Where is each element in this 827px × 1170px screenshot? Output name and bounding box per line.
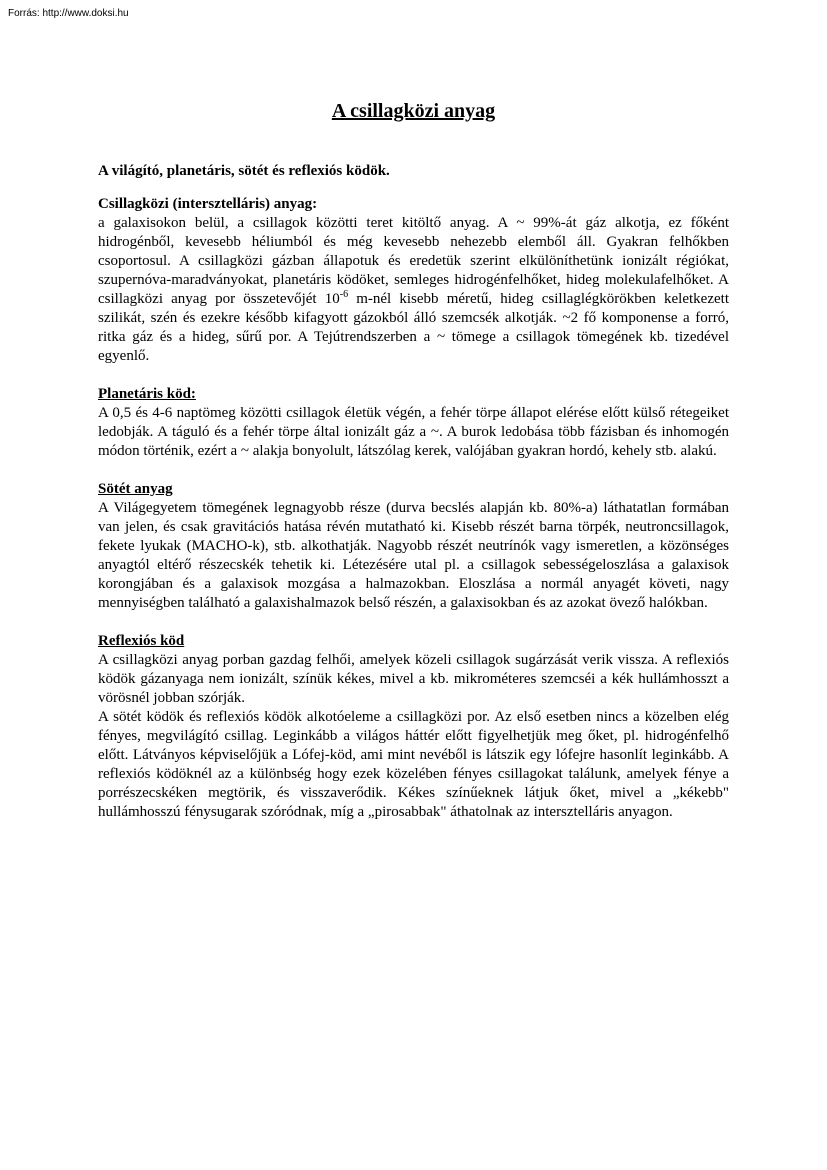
section-heading-interstellar: Csillagközi (intersztelláris) anyag: [98,196,318,212]
section-text-reflection-1: A csillagközi anyag porban gazdag felhői, amelyek közeli csillagok sugárzását verik vissza. A reflexiós ködök gázanyaga nem ionizált, színük kékes, mivel a kb. mikrométeres szemcséi a kék hullámhosszt a vörösnél jobban szórják. [98,652,729,706]
section-interstellar [98,195,729,366]
exponent: -6 [339,289,349,300]
section-text-reflection-2: A sötét ködök és reflexiós ködök alkotóeleme a csillagközi por. Az első esetben nincs a közelben elég fényes, megvilágító csillag. Leginkább a világos háttér előtt figyelhetjük meg őket, pl. hidrogénfelhő előtt. Látványos képviselőjük a Lófej-köd, ami mint nevéből is látszik egy lófejre hasonlít leginkább. A reflexiós ködöknél az a különbség hogy ezek közelében fényes csillagokat találunk, amelyek fénye a porrészecskéken megtörik, és visszaverődik. Kékes színűeknek látjuk őket, mivel a „kékebb" hullámhosszú fénysugarak szóródnak, míg a „pirosabbak" áthatolnak az intersztelláris anyagon. [98,709,729,820]
interstellar-text-part1: a galaxisokon belül, a csillagok közötti teret kitöltő anyag. A ~ 99%-át gáz alkotja, ez főként hidrogénből, kevesebb héliumból és még kevesebb nehezebb elemből áll. Gyakran felhőkben csoportosul. A csillagközi gázban állapotuk és eredetük szerint elkülöníthetünk ionizált régiókat, szupernóva-maradványokat, planetáris ködöket, semleges hidrogénfelhőket, hideg molekulafelhőket. A csillagközi anyag por összetevőjét 10 [98,215,729,307]
document-body [98,99,729,841]
section-text-dark-matter: A Világegyetem tömegének legnagyobb része (durva becslés alapján kb. 80%-a) láthatatlan formában van jelen, és csak gravitációs hatása révén mutatható ki. Kisebb részét barna törpék, neutroncsillagok, fekete lyukak (MACHO-k), stb. alkothatják. Nagyobb részét neutrínók vagy ismeretlen, a közönséges anyagtól eltérő részecskék tehetik ki. Létezésére utal pl. a csillagok sebességeloszlása a galaxisok korongjában és a galaxisok mozgása a halmazokban. Eloszlása a normál anyagét követi, nagy mennyiségben található a galaxishalmazok belső részén, a galaxisokban és az azokat övező halókban. [98,500,729,611]
page-title: A csillagközi anyag [331,100,496,122]
section-planetary [98,385,729,461]
source-line: Forrás: http://www.doksi.hu [8,8,129,19]
section-text-planetary: A 0,5 és 4-6 naptömeg közötti csillagok életük végén, a fehér törpe állapot elérése előtt külső rétegeiket ledobják. A táguló és a fehér törpe által ionizált gáz a ~. A burok ledobása több fázisban és inhomogén módon történik, ezért a ~ alakja bonyolult, látszólag kerek, valójában gyakran hordó, kehely stb. alakú. [98,405,729,459]
section-heading-dark-matter: Sötét anyag [98,481,173,497]
section-heading-planetary: Planetáris köd: [98,386,196,402]
interstellar-text-part2: m-nél kisebb méretű, hideg csillaglégkörökben keletkezett szilikát, szén és ezekre később kifagyott gázokból álló szemcsék alkotják. ~2 fő komponense a forró, ritka gáz és a hideg, sűrű por. A Tejútrendszerben a ~ tömege a csillagok tömegének kb. tizedével egyenlő. [98,291,729,364]
section-heading-reflection: Reflexiós köd [98,633,185,649]
document-subtitle: A világító, planetáris, sötét és reflexiós ködök. [98,163,390,179]
section-text-interstellar [98,214,729,366]
section-reflection [98,632,729,822]
section-dark-matter [98,480,729,613]
